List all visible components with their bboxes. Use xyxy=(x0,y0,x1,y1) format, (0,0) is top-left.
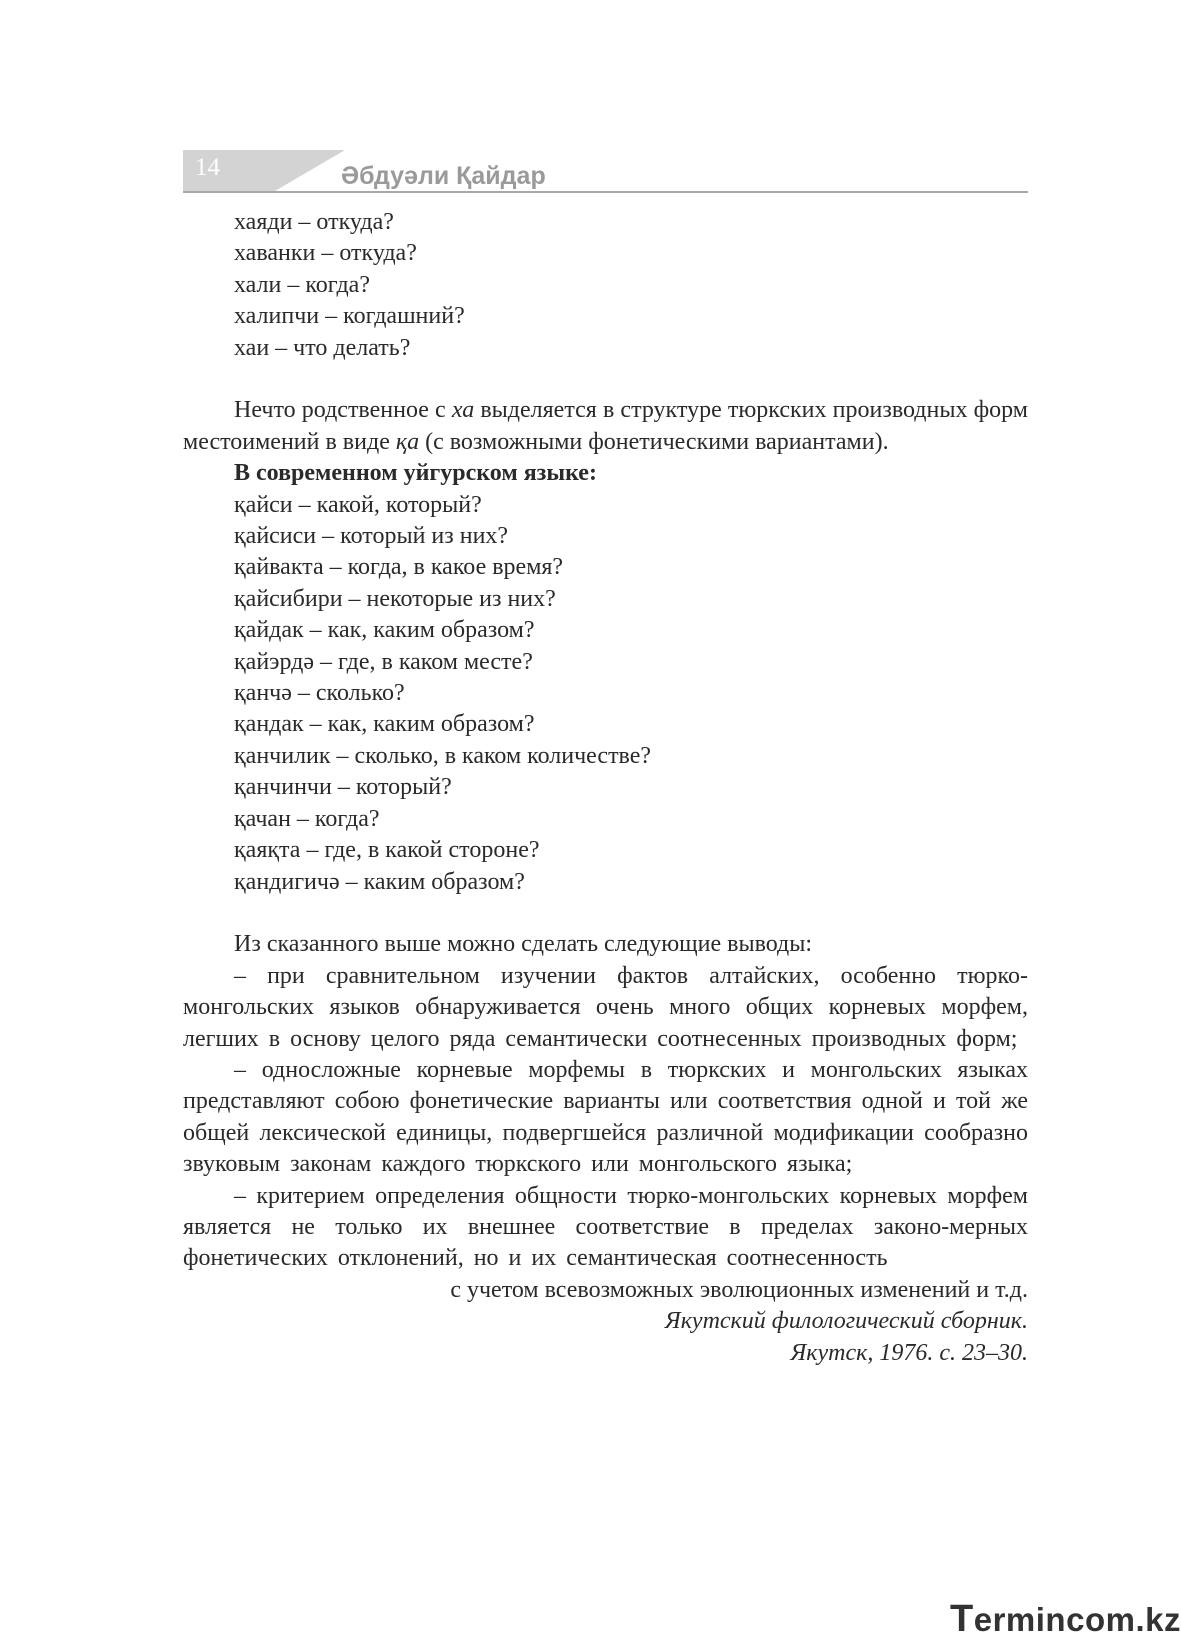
list-item: хаяди – откуда? xyxy=(234,209,394,235)
list-item: қайвакта – когда, в какое время? xyxy=(234,554,564,581)
list-item: қанчә – сколько? xyxy=(234,680,405,707)
list-item: қайэрдә – где, в каком месте? xyxy=(234,648,533,675)
conclusion-item: – односложные корневые морфемы в тюркских и монгольских языках представляют собою фонетические варианты или соответствия одной и той же общей лексической единицы, подвергшейся различной модификации сообразно звуковым законам каждого тюркского или монгольского языка; xyxy=(183,1056,1028,1178)
list-item: хаванки – откуда? xyxy=(234,240,417,267)
header-rule xyxy=(183,191,1028,193)
watermark-logo: Termincom.kz xyxy=(950,1598,1181,1640)
list-item: хали – когда? xyxy=(234,271,370,298)
conclusion-item: – критерием определения общности тюрко-монгольских корневых морфем является не только их внешнее соответствие в пределах законо-мерных фонетических отклонений, но и их семантическая соотнесенность xyxy=(183,1182,1028,1272)
conclusion-item: – при сравнительном изучении фактов алтайских, особенно тюрко-монгольских языков обнаруживается очень много общих корневых морфем, легших в основу целого ряда семантически соотнесенных производных форм; xyxy=(183,962,1028,1052)
list-item: қандигичә – каким образом? xyxy=(234,868,525,895)
list-item: қайсибири – некоторые из них? xyxy=(234,585,556,612)
paragraph-related-forms: Нечто родственное с ха выделяется в структуре тюркских производных форм местоимений в виде қа (с возможными фонетическими вариантами). xyxy=(183,397,1028,455)
list-item: хаи – что делать? xyxy=(234,334,411,361)
page-body xyxy=(183,207,1028,1369)
section-heading: В современном уйгурском языке: xyxy=(234,460,597,487)
list-item: қанчилик – сколько, в каком количестве? xyxy=(234,742,652,769)
page-number: 14 xyxy=(195,154,220,181)
list-item: қаяқта – где, в какой стороне? xyxy=(234,837,540,864)
italic-term: ха xyxy=(451,397,475,424)
source-citation-place: Якутск, 1976. с. 23–30. xyxy=(790,1339,1028,1366)
list-item: қайси – какой, который? xyxy=(234,491,482,518)
list-item: қайсиси – который из них? xyxy=(234,523,509,550)
magnifier-icon: o xyxy=(1084,1601,1106,1638)
page-tab-wedge xyxy=(275,150,345,191)
source-citation-title: Якутский филологический сборник. xyxy=(664,1308,1028,1335)
list-item: халипчи – когдашний? xyxy=(234,303,465,330)
blank-line xyxy=(183,898,1028,929)
blank-line xyxy=(183,364,1028,395)
page-number-tab xyxy=(183,150,275,191)
list-item: қандак – как, каким образом? xyxy=(234,711,535,738)
conclusion-item-end: с учетом всевозможных эволюционных изменений и т.д. xyxy=(450,1276,1028,1303)
list-item: қачан – когда? xyxy=(234,805,380,832)
page-header xyxy=(183,150,1028,200)
list-item: қанчинчи – который? xyxy=(234,774,452,801)
conclusion-intro: Из сказанного выше можно сделать следующие выводы: xyxy=(234,931,813,958)
italic-term: қа xyxy=(395,428,420,455)
running-head-author: Әбдуәли Қайдар xyxy=(341,162,546,190)
list-item: қайдак – как, каким образом? xyxy=(234,617,535,644)
